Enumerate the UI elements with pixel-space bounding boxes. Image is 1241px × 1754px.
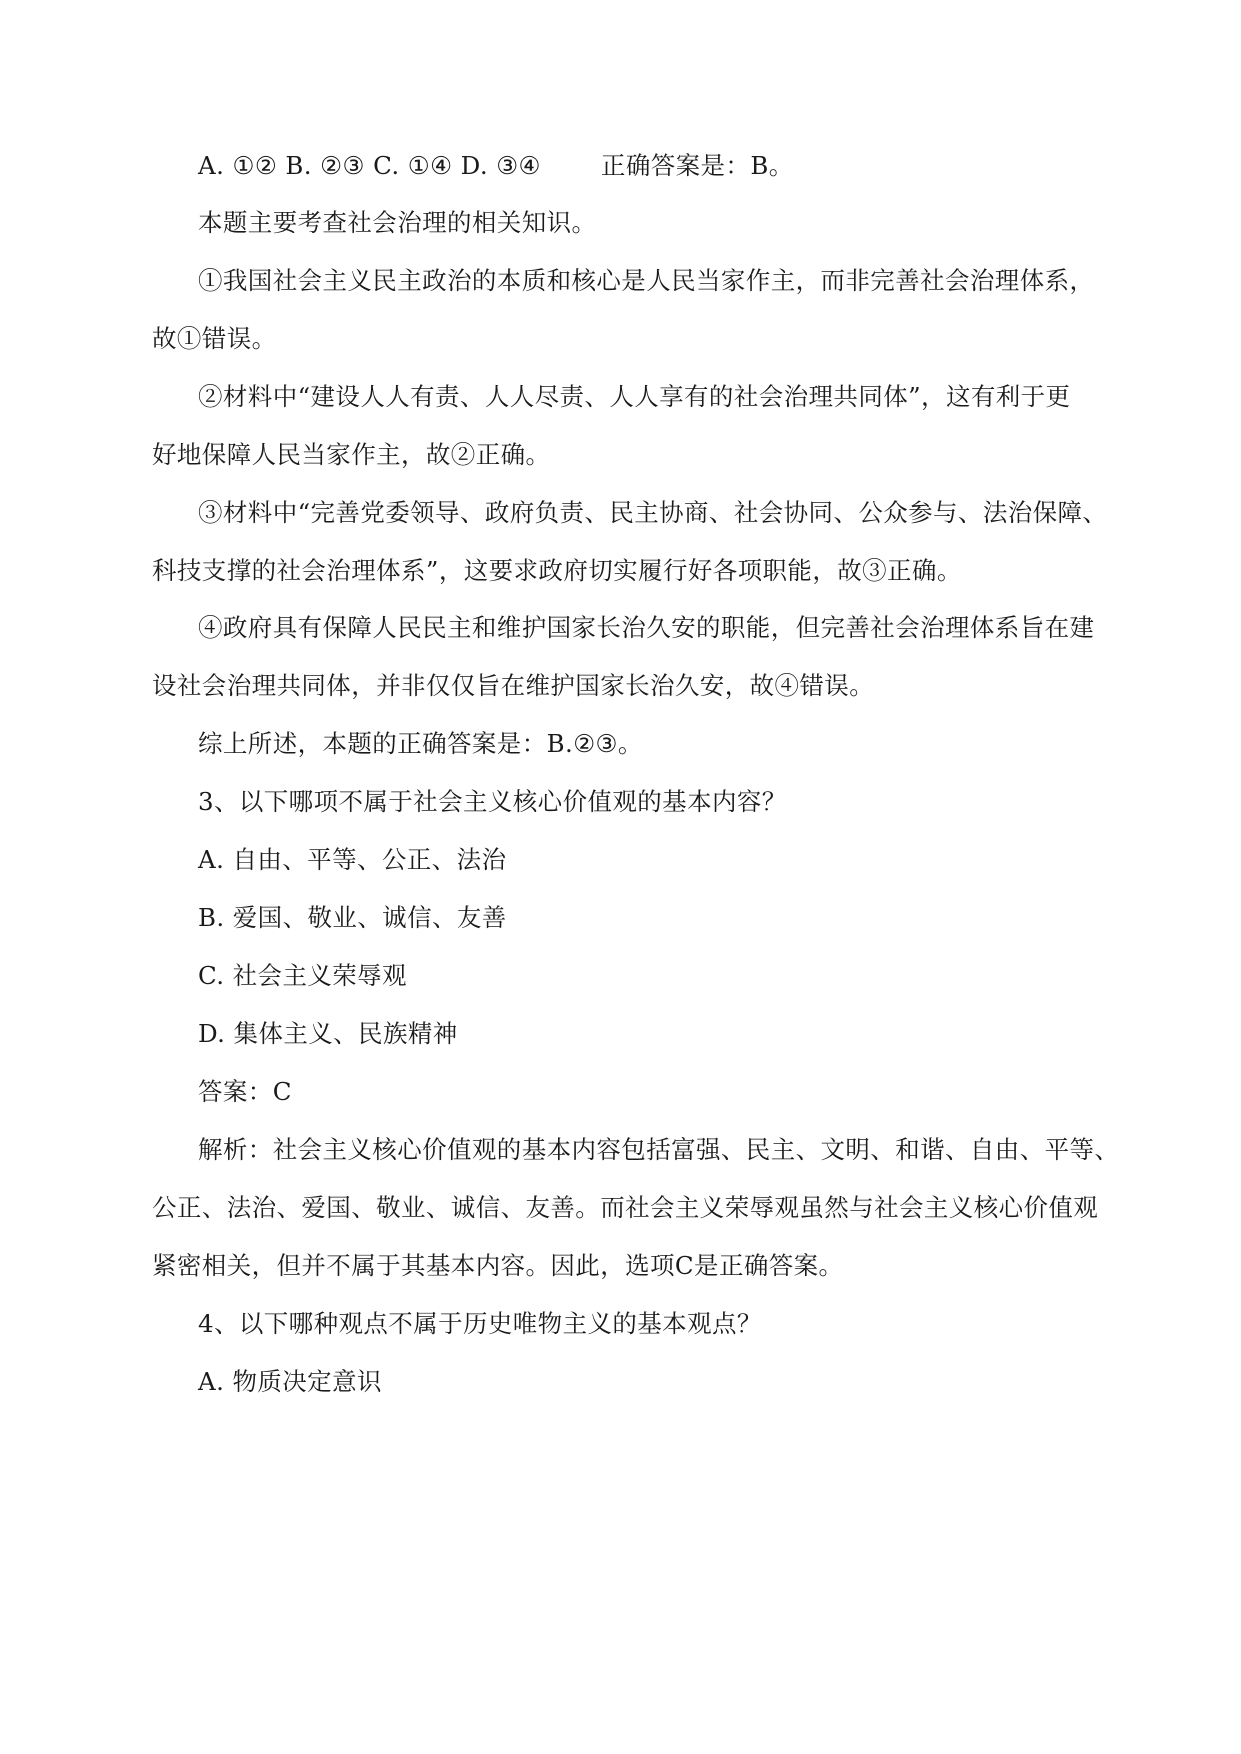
question-2-answer: 正确答案是：B。 <box>600 151 794 180</box>
analysis-point-1: ①我国社会主义民主政治的本质和核心是人民当家作主，而非完善社会治理体系， <box>198 266 1095 295</box>
question-2-options: A. ①② B. ②③ C. ①④ D. ③④ <box>198 151 541 180</box>
question-3-stem: 3、以下哪项不属于社会主义核心价值观的基本内容？ <box>198 787 787 816</box>
question-2-options-line <box>198 150 794 182</box>
question-4-stem: 4、以下哪种观点不属于历史唯物主义的基本观点？ <box>198 1309 762 1338</box>
question-3-option-a: A. 自由、平等、公正、法治 <box>198 845 507 874</box>
question-3-explanation-cont-2: 紧密相关，但并不属于其基本内容。因此，选项C是正确答案。 <box>152 1251 844 1280</box>
question-4-option-a: A. 物质决定意识 <box>198 1367 382 1396</box>
question-3-option-b: B. 爱国、敬业、诚信、友善 <box>198 903 507 932</box>
question-3-explanation: 解析：社会主义核心价值观的基本内容包括富强、民主、文明、和谐、自由、平等、 <box>198 1135 1120 1164</box>
analysis-point-4: ④政府具有保障人民民主和维护国家长治久安的职能，但完善社会治理体系旨在建 <box>198 613 1095 642</box>
analysis-intro: 本题主要考查社会治理的相关知识。 <box>198 208 597 237</box>
analysis-point-3-cont: 科技支撑的社会治理体系”，这要求政府切实履行好各项职能，故③正确。 <box>152 556 962 585</box>
question-3-answer: 答案：C <box>198 1077 292 1106</box>
analysis-point-4-cont: 设社会治理共同体，并非仅仅旨在维护国家长治久安，故④错误。 <box>152 671 875 700</box>
analysis-point-2: ②材料中“建设人人有责、人人尽责、人人享有的社会治理共同体”，这有利于更 <box>198 382 1071 411</box>
analysis-point-3: ③材料中“完善党委领导、政府负责、民主协商、社会协同、公众参与、法治保障、 <box>198 498 1108 527</box>
question-3-option-c: C. 社会主义荣辱观 <box>198 961 407 990</box>
document-page <box>152 0 1120 1754</box>
question-3-option-d: D. 集体主义、民族精神 <box>198 1019 458 1048</box>
analysis-point-1-cont: 故①错误。 <box>152 324 277 353</box>
analysis-point-2-cont: 好地保障人民当家作主，故②正确。 <box>152 440 551 469</box>
question-3-explanation-cont-1: 公正、法治、爱国、敬业、诚信、友善。而社会主义荣辱观虽然与社会主义核心价值观 <box>152 1193 1099 1222</box>
analysis-summary: 综上所述，本题的正确答案是：B.②③。 <box>198 729 643 758</box>
